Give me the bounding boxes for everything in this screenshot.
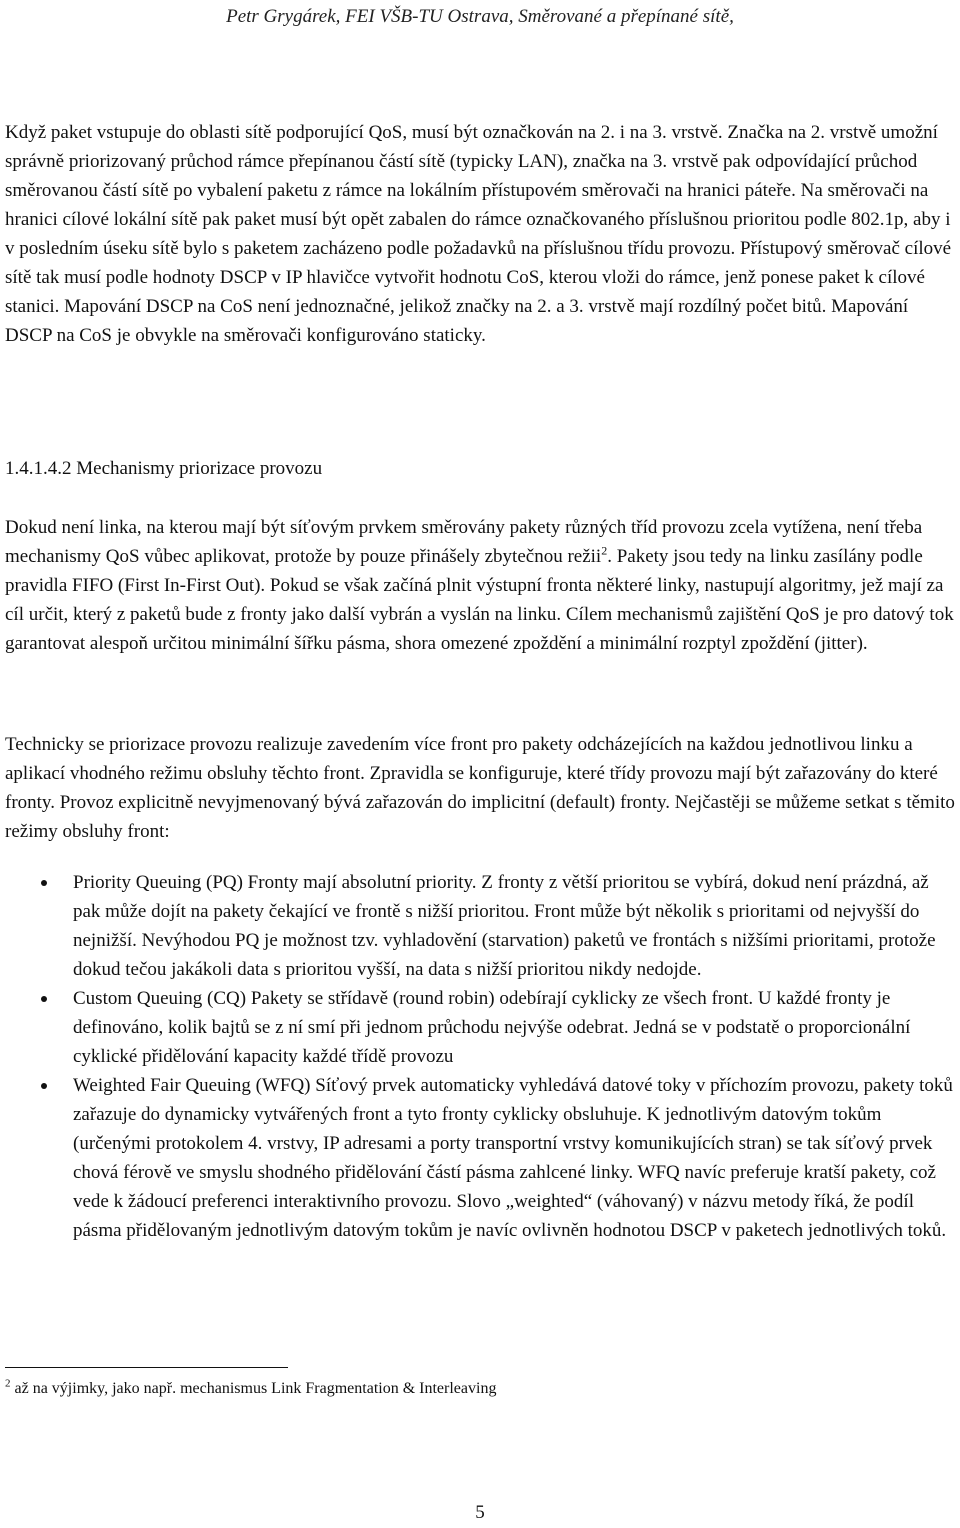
paragraph-qos-marking: Když paket vstupuje do oblasti sítě podporující QoS, musí být označkován na 2. i na 3. vrstvě. Značka na 2. vrstvě umožní správně priorizovaný průchod rámce přepínanou částí sítě (typicky LAN), značka na 3. vrstvě pak odpovídající průchod směrovanou částí sítě po vybalení paketu z rámce na lokálním přístupovém směrovači na hranici páteře. Na směrovači na hranici cílové lokální sítě pak paket musí být opět zabalen do rámce označkovaného příslušnou prioritou podle 802.1p, aby i v posledním úseku sítě bylo s paketem zacházeno podle požadavků na příslušnou třídu provozu. Přístupový směrovač cílové sítě tak musí podle hodnoty DSCP v IP hlavičce vytvořit hodnotu CoS, kterou vloži do rámce, jenž ponese paket k cílové stanici. Mapování DSCP na CoS není jednoznačné, jelikož značky na 2. a 3. vrstvě mají rozdílný počet bitů. Mapování DSCP na CoS je obvykle na směrovači konfigurováno staticky. (5, 122, 952, 346)
list-item-cq (0, 984, 955, 1071)
list-item-wfq (0, 1071, 955, 1245)
paragraph-text-start: Dokud není linka, na kterou mají být síťovým prvkem směrovány pakety různých tříd provozu zcela vytížena, není třeba mechanismy QoS vůbec aplikovat, protože by pouze přinášely zbytečnou režii (5, 517, 923, 567)
paragraph-priorization-mechanisms (5, 513, 955, 658)
paragraph-queue-modes-intro: Technicky se priorizace provozu realizuje zavedením více front pro pakety odcházejících na každou jednotlivou linku a aplikací vhodného režimu obsluhy těchto front. Zpravidla se konfiguruje, které třídy provozu mají být zařazovány do které fronty. Provoz explicitně nevyjmenovaný bývá zařazován do implicitní (default) fronty. Nejčastěji se můžeme setkat s těmito režimy obsluhy front: (5, 734, 955, 842)
paragraph-text-end: . Pakety jsou tedy na linku zasílány podle pravidla FIFO (First In-First Out). Pokud se však začíná plnit výstupní fronta některé linky, nastupují algoritmy, jež mají za cíl určit, který z paketů bude z fronty jako další vybrán a vyslán na linku. Cílem mechanismů zajištění QoS je pro datový tok garantovat alespoň určitou minimální šířku pásma, shora omezené zpoždění a minimální rozptyl zpoždění (jitter). (5, 546, 954, 654)
footnote-number: 2 (5, 1377, 11, 1390)
footnote-divider (5, 1367, 288, 1368)
page-header: Petr Grygárek, FEI VŠB-TU Ostrava, Směrované a přepínané sítě, (226, 6, 734, 27)
list-item-text: Weighted Fair Queuing (WFQ) Síťový prvek automaticky vyhledává datové toky v příchozím provozu, pakety toků zařazuje do dynamicky vytvářených front a tyto fronty cyklicky obsluhuje. K jednotlivým datovým tokům (určenými protokolem 4. vrstvy, IP adresami a porty transportní vrstvy komunikujících stran) se tak síťový prvek chová férově ve smyslu shodného přidělování částí pásma zahlcené linky. WFQ navíc preferuje kratší pakety, což vede k žádoucí preferenci interaktivního provozu. Slovo „weighted“ (váhovaný) v názvu metody říká, že podíl pásma přidělovaným jednotlivým datovým tokům je navíc ovlivněn hodnotou DSCP v paketech jednotlivých toků. (73, 1075, 953, 1241)
list-item-text: Priority Queuing (PQ) Fronty mají absolutní priority. Z fronty z větší prioritou se vybírá, dokud není prázdná, až pak může dojít na pakety čekající ve frontě s nižší prioritou. Front může být několik s prioritami od nejvyšší do nejnižší. Nevýhodou PQ je možnost tzv. vyhladovění (starvation) paketů ve frontách s nižšími prioritami, protože dokud tečou jakákoli data s prioritou vyšší, na data s nižší prioritou nikdy nedojde. (73, 872, 936, 980)
footnote (5, 1377, 497, 1398)
queuing-modes-list (0, 868, 955, 1245)
section-heading: 1.4.1.4.2 Mechanismy priorizace provozu (5, 458, 323, 479)
page-number: 5 (475, 1502, 485, 1523)
footnote-reference[interactable]: 2 (601, 543, 608, 558)
bullet-icon (41, 1083, 47, 1089)
bullet-icon (41, 996, 47, 1002)
list-item-pq (0, 868, 955, 984)
bullet-icon (41, 880, 47, 886)
footnote-text: až na výjimky, jako např. mechanismus Link Fragmentation & Interleaving (10, 1380, 497, 1397)
list-item-text: Custom Queuing (CQ) Pakety se střídavě (round robin) odebírají cyklicky ze všech front. U každé fronty je definováno, kolik bajtů se z ní smí při jednom průchodu nejvýše odebrat. Jedná se v podstatě o proporcionální cyklické přidělování kapacity každé třídě provozu (73, 988, 911, 1067)
